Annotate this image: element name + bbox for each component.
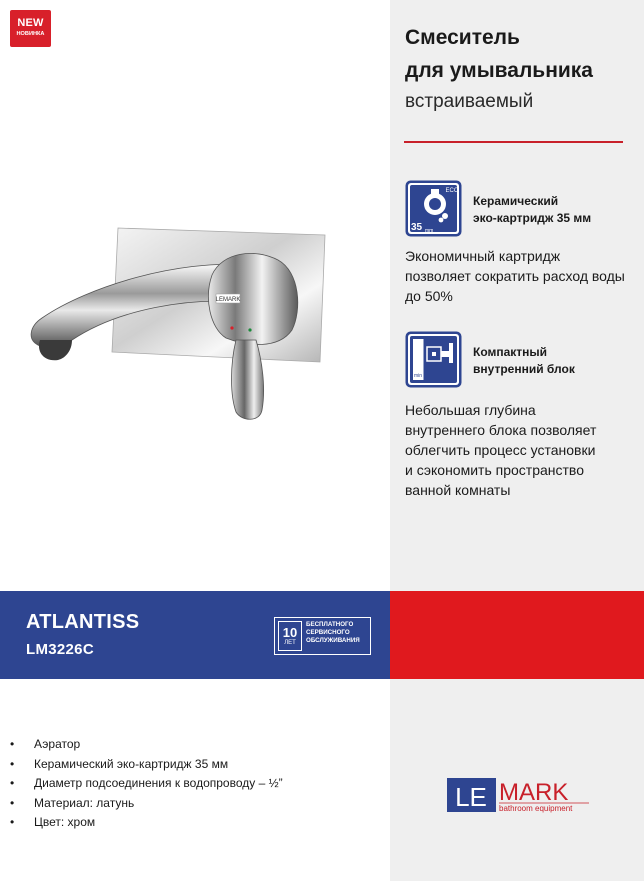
feature-2-desc-line: Небольшая глубина [405, 402, 536, 418]
aerator [39, 340, 72, 360]
feature-1-desc-line: Экономичный картридж [405, 248, 561, 264]
feature-1-heading-line-1: Керамический [473, 194, 559, 208]
feature-1-heading-line-2: эко-картридж 35 мм [473, 211, 592, 225]
spec-text: Керамический эко-картридж 35 мм [34, 756, 229, 771]
eco-cartridge-icon [405, 180, 462, 237]
min-depth-label: min [414, 373, 423, 379]
series-name: ATLANTISS [26, 611, 140, 633]
feature-1-heading [473, 193, 591, 227]
logo-mark-text: MARK [499, 779, 569, 806]
badge-novelty-text: НОВИНКА [16, 31, 45, 37]
feature-2-desc-line: облегчить процесс установки [405, 442, 596, 458]
model-code: LM3226C [26, 641, 94, 658]
feature-2-desc-line: и сэкономить пространство [405, 462, 584, 478]
service-years-box [278, 621, 302, 651]
spec-list-item [10, 774, 283, 794]
feature-2-desc-line: ванной комнаты [405, 482, 511, 498]
title-line-1: Смеситель [405, 26, 520, 49]
feature-2-description [405, 400, 596, 500]
cold-indicator [248, 328, 251, 331]
bullet-icon: • [10, 795, 15, 810]
eco-label: ECO [445, 188, 459, 194]
bullet-icon: • [10, 756, 15, 771]
feature-2-desc-line: внутреннего блока позволяет [405, 422, 597, 438]
spec-list-item [10, 794, 283, 814]
lever-handle [232, 340, 264, 419]
service-text-line: ОБСЛУЖИВАНИЯ [306, 637, 360, 644]
service-years-number: 10 [282, 625, 298, 640]
title-divider [404, 141, 623, 143]
feature-2-heading-line-1: Компактный [473, 345, 548, 359]
service-warranty-badge [274, 617, 371, 655]
bullet-icon: • [10, 815, 15, 829]
spec-text: Аэратор [34, 737, 81, 751]
feature-2-heading [473, 344, 575, 378]
title-line-2: для умывальника [405, 59, 593, 82]
cartridge-unit-label: mm [425, 228, 434, 234]
feature-2-heading-line-2: внутренний блок [473, 362, 575, 376]
feature-1-desc-line: до 50% [405, 288, 453, 304]
cartridge-size-label: 35 [411, 222, 423, 233]
lemark-logo [447, 774, 597, 818]
bullet-icon: • [10, 776, 15, 790]
service-text-line: СЕРВИСНОГО [306, 629, 350, 636]
brand-label-text: LEMARK [215, 297, 241, 303]
feature-1-desc-line: позволяет сократить расход воды [405, 268, 625, 284]
spec-text: Материал: латунь [34, 795, 135, 810]
spec-list-item [10, 735, 283, 755]
service-text-line: БЕСПЛАТНОГО [306, 621, 354, 628]
spec-list-item [10, 813, 283, 833]
feature-1-description [405, 246, 625, 306]
new-badge [10, 10, 51, 47]
spec-list-item [10, 755, 283, 775]
spec-text: Диаметр подсоединения к водопроводу – ½” [34, 776, 283, 790]
series-band-red [390, 591, 644, 679]
spec-list [10, 735, 283, 833]
hot-indicator [230, 326, 233, 329]
spec-text: Цвет: хром [34, 815, 96, 829]
logo-tagline: bathroom equipment [499, 804, 573, 813]
subtitle: встраиваемый [405, 91, 534, 112]
faucet-product-image [0, 190, 390, 440]
logo-le-text: LE [455, 782, 487, 812]
service-text [306, 621, 370, 645]
service-years-unit: ЛЕТ [284, 640, 296, 646]
bullet-icon: • [10, 737, 15, 751]
compact-block-icon [405, 331, 462, 388]
badge-new-text: NEW [17, 17, 44, 29]
